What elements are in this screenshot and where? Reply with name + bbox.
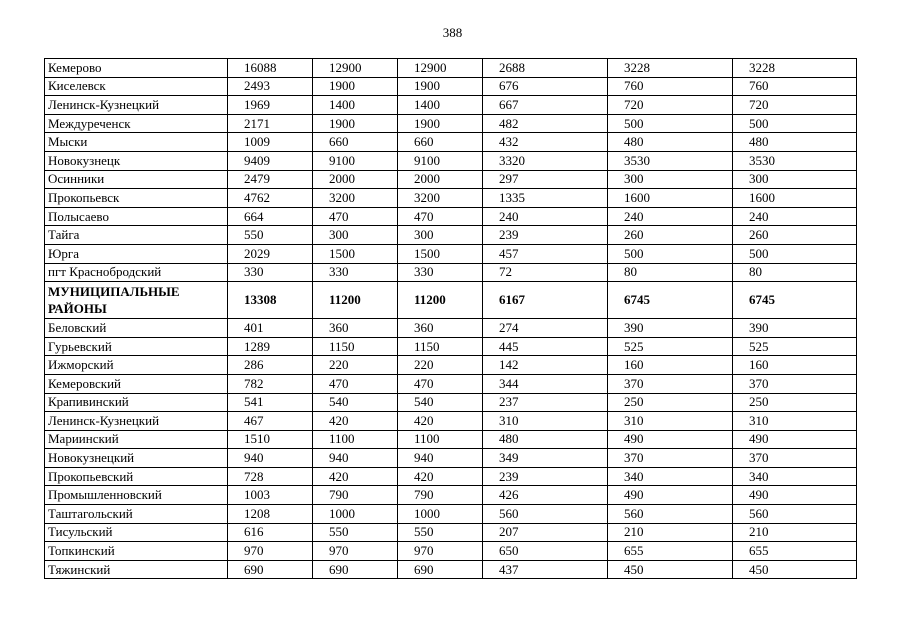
value-cell: 541 [228,393,313,412]
value-cell: 445 [483,337,608,356]
row-name-cell: Прокопьевский [45,467,228,486]
value-cell: 970 [398,542,483,561]
row-name-cell: Тяжинский [45,560,228,579]
value-cell: 728 [228,467,313,486]
value-cell: 2000 [398,170,483,189]
value-cell: 401 [228,319,313,338]
value-cell: 500 [733,114,857,133]
value-cell: 660 [313,133,398,152]
value-cell: 426 [483,486,608,505]
value-cell: 1003 [228,486,313,505]
value-cell: 500 [608,114,733,133]
value-cell: 432 [483,133,608,152]
table-row [45,244,857,263]
table-row [45,356,857,375]
value-cell: 760 [733,77,857,96]
value-cell: 370 [608,449,733,468]
row-name-cell: Кемеровский [45,374,228,393]
value-cell: 940 [398,449,483,468]
table-row [45,77,857,96]
value-cell: 11200 [313,282,398,319]
value-cell: 470 [398,374,483,393]
value-cell: 450 [733,560,857,579]
row-name-cell: Киселевск [45,77,228,96]
value-cell: 3530 [733,151,857,170]
row-name-cell: Новокузнецк [45,151,228,170]
value-cell: 390 [733,319,857,338]
value-cell: 525 [733,337,857,356]
table-row [45,133,857,152]
value-cell: 1600 [733,189,857,208]
table-row [45,96,857,115]
value-cell: 330 [398,263,483,282]
value-cell: 9409 [228,151,313,170]
table-row [45,430,857,449]
value-cell: 9100 [398,151,483,170]
row-name-cell: Промышленновский [45,486,228,505]
table-row [45,412,857,431]
table-row [45,486,857,505]
value-cell: 1150 [398,337,483,356]
value-cell: 1900 [398,114,483,133]
value-cell: 4762 [228,189,313,208]
value-cell: 940 [313,449,398,468]
table-row [45,467,857,486]
value-cell: 240 [608,207,733,226]
value-cell: 470 [398,207,483,226]
value-cell: 1400 [313,96,398,115]
value-cell: 420 [313,467,398,486]
value-cell: 1100 [313,430,398,449]
value-cell: 274 [483,319,608,338]
value-cell: 655 [608,542,733,561]
value-cell: 1969 [228,96,313,115]
value-cell: 310 [733,412,857,431]
value-cell: 1289 [228,337,313,356]
value-cell: 676 [483,77,608,96]
value-cell: 260 [733,226,857,245]
row-name-cell: Тисульский [45,523,228,542]
value-cell: 330 [228,263,313,282]
group-header-row [45,282,857,319]
table-row [45,393,857,412]
table-row [45,226,857,245]
value-cell: 360 [398,319,483,338]
value-cell: 420 [398,467,483,486]
value-cell: 297 [483,170,608,189]
value-cell: 250 [608,393,733,412]
value-cell: 12900 [398,59,483,78]
value-cell: 210 [608,523,733,542]
value-cell: 1009 [228,133,313,152]
table-row [45,207,857,226]
data-table [44,58,857,579]
value-cell: 370 [733,449,857,468]
value-cell: 370 [608,374,733,393]
value-cell: 667 [483,96,608,115]
value-cell: 16088 [228,59,313,78]
value-cell: 260 [608,226,733,245]
row-name-cell: Юрга [45,244,228,263]
row-name-cell: Осинники [45,170,228,189]
value-cell: 525 [608,337,733,356]
value-cell: 300 [313,226,398,245]
value-cell: 560 [483,505,608,524]
table-row [45,523,857,542]
value-cell: 550 [228,226,313,245]
page-number: 388 [442,25,463,40]
table-row [45,560,857,579]
value-cell: 9100 [313,151,398,170]
value-cell: 1335 [483,189,608,208]
value-cell: 490 [733,486,857,505]
value-cell: 690 [228,560,313,579]
table-row [45,542,857,561]
value-cell: 1208 [228,505,313,524]
value-cell: 300 [608,170,733,189]
row-name-cell: Ленинск-Кузнецкий [45,412,228,431]
value-cell: 11200 [398,282,483,319]
value-cell: 2479 [228,170,313,189]
value-cell: 650 [483,542,608,561]
value-cell: 1400 [398,96,483,115]
value-cell: 490 [733,430,857,449]
row-name-cell: Топкинский [45,542,228,561]
value-cell: 6745 [608,282,733,319]
value-cell: 664 [228,207,313,226]
value-cell: 340 [608,467,733,486]
value-cell: 300 [733,170,857,189]
value-cell: 616 [228,523,313,542]
value-cell: 655 [733,542,857,561]
value-cell: 3228 [608,59,733,78]
value-cell: 220 [313,356,398,375]
value-cell: 360 [313,319,398,338]
value-cell: 3200 [398,189,483,208]
row-name-cell: Беловский [45,319,228,338]
value-cell: 6745 [733,282,857,319]
table-row [45,449,857,468]
value-cell: 160 [608,356,733,375]
value-cell: 160 [733,356,857,375]
table-row [45,337,857,356]
value-cell: 370 [733,374,857,393]
value-cell: 760 [608,77,733,96]
value-cell: 480 [733,133,857,152]
row-name-cell: Таштагольский [45,505,228,524]
value-cell: 1900 [398,77,483,96]
value-cell: 1600 [608,189,733,208]
value-cell: 1150 [313,337,398,356]
value-cell: 3530 [608,151,733,170]
value-cell: 482 [483,114,608,133]
value-cell: 239 [483,467,608,486]
value-cell: 239 [483,226,608,245]
value-cell: 500 [608,244,733,263]
value-cell: 2688 [483,59,608,78]
row-name-cell: Тайга [45,226,228,245]
table-row [45,319,857,338]
value-cell: 310 [608,412,733,431]
value-cell: 344 [483,374,608,393]
value-cell: 286 [228,356,313,375]
value-cell: 490 [608,486,733,505]
row-name-cell: Новокузнецкий [45,449,228,468]
table-body [45,59,857,579]
value-cell: 13308 [228,282,313,319]
value-cell: 690 [398,560,483,579]
value-cell: 240 [483,207,608,226]
value-cell: 2029 [228,244,313,263]
value-cell: 437 [483,560,608,579]
row-name-cell: Ленинск-Кузнецкий [45,96,228,115]
table-row [45,263,857,282]
value-cell: 1000 [398,505,483,524]
value-cell: 310 [483,412,608,431]
value-cell: 782 [228,374,313,393]
value-cell: 540 [313,393,398,412]
value-cell: 2493 [228,77,313,96]
value-cell: 540 [398,393,483,412]
row-name-cell: Крапивинский [45,393,228,412]
value-cell: 207 [483,523,608,542]
value-cell: 470 [313,374,398,393]
value-cell: 457 [483,244,608,263]
value-cell: 970 [313,542,398,561]
table-row [45,59,857,78]
value-cell: 480 [483,430,608,449]
value-cell: 450 [608,560,733,579]
value-cell: 300 [398,226,483,245]
table-row [45,189,857,208]
value-cell: 560 [733,505,857,524]
table-row [45,170,857,189]
value-cell: 467 [228,412,313,431]
value-cell: 420 [398,412,483,431]
value-cell: 6167 [483,282,608,319]
row-name-cell: Мариинский [45,430,228,449]
value-cell: 2000 [313,170,398,189]
row-name-cell: Междуреченск [45,114,228,133]
value-cell: 490 [608,430,733,449]
value-cell: 250 [733,393,857,412]
table-row [45,151,857,170]
value-cell: 1510 [228,430,313,449]
row-name-cell: Ижморский [45,356,228,375]
value-cell: 1500 [313,244,398,263]
row-name-cell: Гурьевский [45,337,228,356]
value-cell: 790 [313,486,398,505]
value-cell: 142 [483,356,608,375]
table-row [45,505,857,524]
value-cell: 72 [483,263,608,282]
value-cell: 210 [733,523,857,542]
value-cell: 80 [608,263,733,282]
row-name-cell: пгт Краснобродский [45,263,228,282]
value-cell: 690 [313,560,398,579]
value-cell: 3320 [483,151,608,170]
row-name-cell: Полысаево [45,207,228,226]
value-cell: 220 [398,356,483,375]
value-cell: 340 [733,467,857,486]
value-cell: 3228 [733,59,857,78]
value-cell: 349 [483,449,608,468]
value-cell: 3200 [313,189,398,208]
value-cell: 970 [228,542,313,561]
table-row [45,374,857,393]
value-cell: 500 [733,244,857,263]
table-row [45,114,857,133]
value-cell: 550 [313,523,398,542]
row-name-cell: Прокопьевск [45,189,228,208]
row-name-cell: МУНИЦИПАЛЬНЫЕ РАЙОНЫ [45,282,228,319]
value-cell: 720 [608,96,733,115]
value-cell: 660 [398,133,483,152]
value-cell: 940 [228,449,313,468]
row-name-cell: Кемерово [45,59,228,78]
value-cell: 720 [733,96,857,115]
value-cell: 470 [313,207,398,226]
value-cell: 1900 [313,114,398,133]
value-cell: 420 [313,412,398,431]
value-cell: 80 [733,263,857,282]
value-cell: 330 [313,263,398,282]
value-cell: 390 [608,319,733,338]
value-cell: 480 [608,133,733,152]
value-cell: 790 [398,486,483,505]
value-cell: 1500 [398,244,483,263]
value-cell: 237 [483,393,608,412]
value-cell: 560 [608,505,733,524]
value-cell: 550 [398,523,483,542]
value-cell: 12900 [313,59,398,78]
value-cell: 2171 [228,114,313,133]
value-cell: 1100 [398,430,483,449]
value-cell: 240 [733,207,857,226]
value-cell: 1900 [313,77,398,96]
row-name-cell: Мыски [45,133,228,152]
value-cell: 1000 [313,505,398,524]
